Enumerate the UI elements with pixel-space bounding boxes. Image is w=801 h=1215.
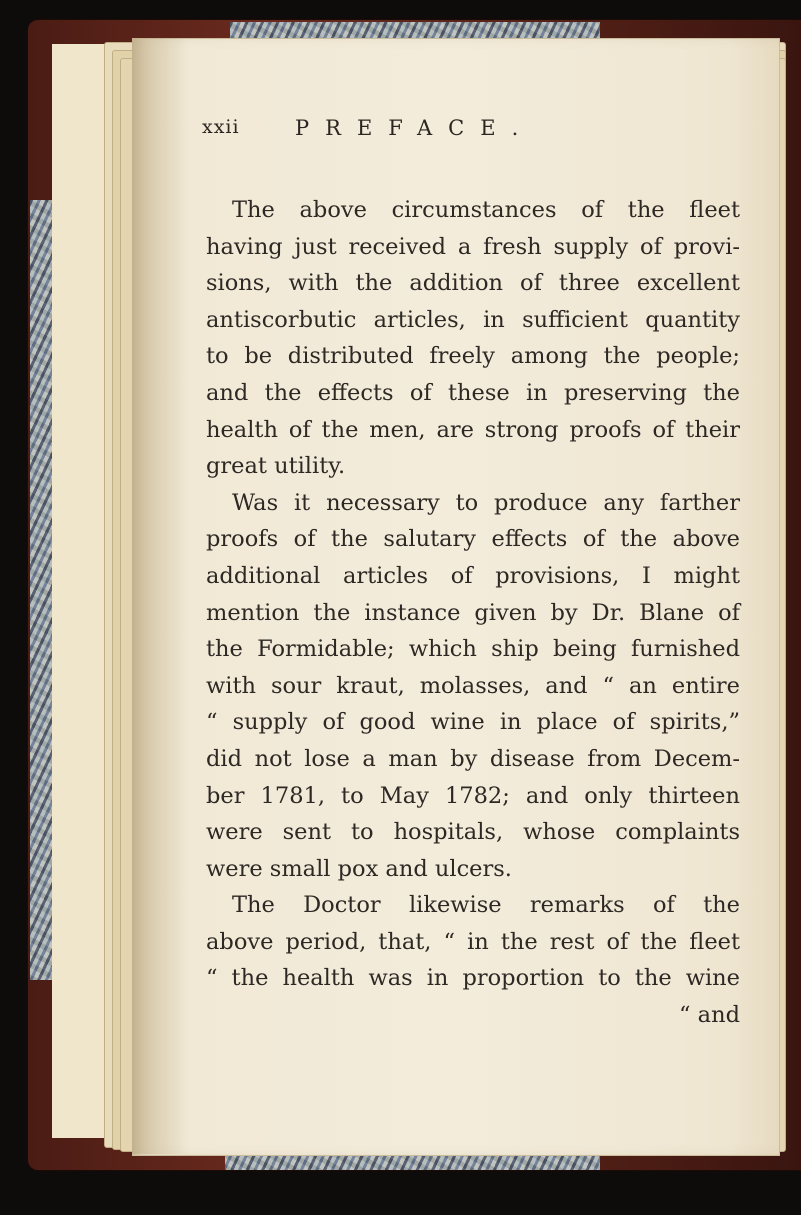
text-line: antiscorbutic articles, in sufficient quantity — [206, 306, 740, 333]
text-line: The above circumstances of the fleet — [232, 197, 740, 223]
catchword: “ and — [679, 1002, 740, 1029]
text-line: above period, that, “ in the rest of the fleet — [206, 928, 740, 955]
text-line: did not lose a man by disease from Decem- — [206, 745, 740, 772]
text-line: “ supply of good wine in place of spirits,” — [206, 709, 740, 736]
text-line: were sent to hospitals, whose complaints — [206, 819, 740, 846]
text-line: The Doctor likewise remarks of the — [232, 892, 740, 919]
text-line: were small pox and ulcers. — [206, 855, 512, 882]
running-title: PREFACE. — [295, 116, 535, 140]
body-text — [206, 192, 740, 1034]
text-line: great utility. — [206, 453, 346, 480]
text-line: proofs of the salutary effects of the above — [206, 526, 740, 553]
gutter-shadow — [132, 38, 190, 1154]
page-number: xxii — [202, 116, 240, 138]
text-line: sions, with the addition of three excellent — [206, 270, 740, 297]
text-line: ber 1781, to May 1782; and only thirteen — [206, 782, 740, 809]
running-header — [0, 116, 646, 146]
text-line: health of the men, are strong proofs of their — [206, 416, 740, 443]
text-line: Was it necessary to produce any farther — [232, 489, 740, 516]
text-line: to be distributed freely among the people; — [206, 343, 740, 370]
text-line: having just received a fresh supply of provi- — [206, 233, 740, 260]
text-line: “ the health was in proportion to the wine — [206, 965, 740, 992]
text-line: additional articles of provisions, I might — [206, 562, 740, 589]
text-line: mention the instance given by Dr. Blane of — [206, 599, 740, 626]
text-line: with sour kraut, molasses, and “ an entire — [206, 672, 740, 699]
text-line: and the effects of these in preserving the — [206, 379, 740, 406]
text-line: the Formidable; which ship being furnished — [206, 636, 740, 663]
